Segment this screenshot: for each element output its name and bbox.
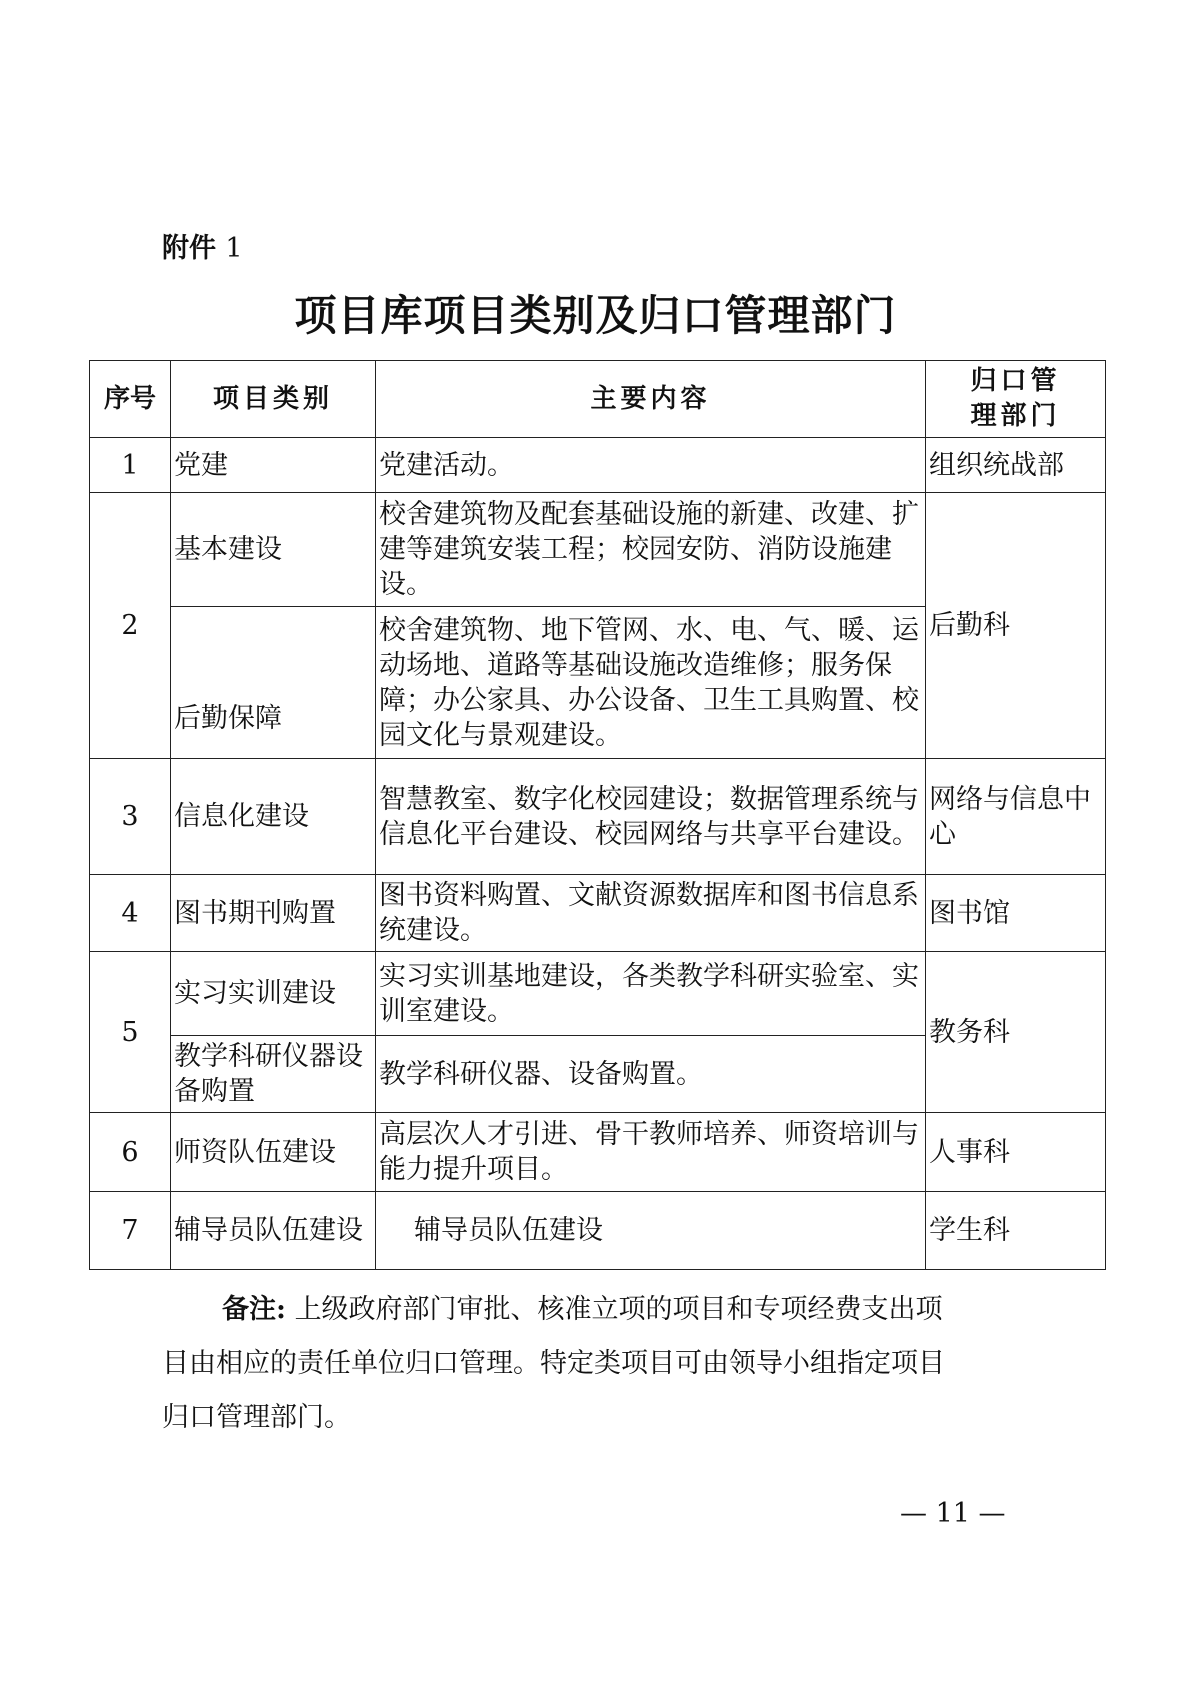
row-dept: 人事科 [926,1113,1106,1192]
page-number: — 11 — [900,1498,1006,1529]
header-no: 序号 [90,361,171,438]
remark-text-2: 目由相应的责任单位归口管理。特定类项目可由领导小组指定项目 [162,1348,945,1379]
header-dept-line2: 理部门 [970,401,1061,431]
attachment-label-text: 附件 [162,233,216,264]
row-no: 5 [90,952,171,1113]
header-dept-line1: 归口管 [970,366,1061,396]
row-content: 高层次人才引进、骨干教师培养、师资培训与能力提升项目。 [376,1113,926,1192]
row-no: 7 [90,1192,171,1270]
row-content: 校舍建筑物及配套基础设施的新建、改建、扩建等建筑安装工程；校园安防、消防设施建设。 [376,493,926,607]
table-row [90,438,1106,493]
row-category: 实习实训建设 [171,952,376,1036]
row-category: 基本建设 [171,493,376,607]
document-title: 项目库项目类别及归口管理部门 [294,291,897,340]
row-content: 校舍建筑物、地下管网、水、电、气、暖、运动场地、道路等基础设施改造维修；服务保障；办公家具、办公设备、卫生工具购置、校园文化与景观建设。 [376,607,926,759]
row-category: 教学科研仪器设备购置 [171,1036,376,1113]
row-content: 党建活动。 [376,438,926,493]
table-row [90,875,1106,952]
row-no: 4 [90,875,171,952]
remark-line1 [162,1283,1062,1337]
table-row [90,1113,1106,1192]
row-dept: 后勤科 [926,493,1106,759]
row-content: 辅导员队伍建设 [376,1192,926,1270]
table-row [90,1192,1106,1270]
row-content: 智慧教室、数字化校园建设；数据管理系统与信息化平台建设、校园网络与共享平台建设。 [376,759,926,875]
row-dept: 图书馆 [926,875,1106,952]
row-dept: 组织统战部 [926,438,1106,493]
project-category-table [89,360,1106,1270]
table-header-row [90,361,1106,438]
row-content: 教学科研仪器、设备购置。 [376,1036,926,1113]
header-content: 主要内容 [376,361,926,438]
attachment-label [162,226,243,265]
table-row [90,759,1106,875]
row-category: 后勤保障 [171,607,376,759]
row-no: 1 [90,438,171,493]
header-dept [926,361,1106,438]
row-category: 信息化建设 [171,759,376,875]
remark-text-3: 归口管理部门。 [162,1402,351,1433]
header-category: 项目类别 [171,361,376,438]
remark-text-1: 上级政府部门审批、核准立项的项目和专项经费支出项 [294,1294,943,1325]
table-row [90,952,1106,1036]
row-dept: 网络与信息中心 [926,759,1106,875]
remark-label: 备注: [222,1294,286,1325]
row-no: 2 [90,493,171,759]
row-content: 实习实训基地建设，各类教学科研实验室、实训室建设。 [376,952,926,1036]
row-category: 图书期刊购置 [171,875,376,952]
remark-note [162,1283,1062,1445]
row-content: 图书资料购置、文献资源数据库和图书信息系统建设。 [376,875,926,952]
row-dept: 学生科 [926,1192,1106,1270]
attachment-number: 1 [225,233,243,264]
row-no: 6 [90,1113,171,1192]
row-category: 师资队伍建设 [171,1113,376,1192]
table-row [90,493,1106,607]
row-dept: 教务科 [926,952,1106,1113]
row-category: 党建 [171,438,376,493]
row-no: 3 [90,759,171,875]
row-category: 辅导员队伍建设 [171,1192,376,1270]
